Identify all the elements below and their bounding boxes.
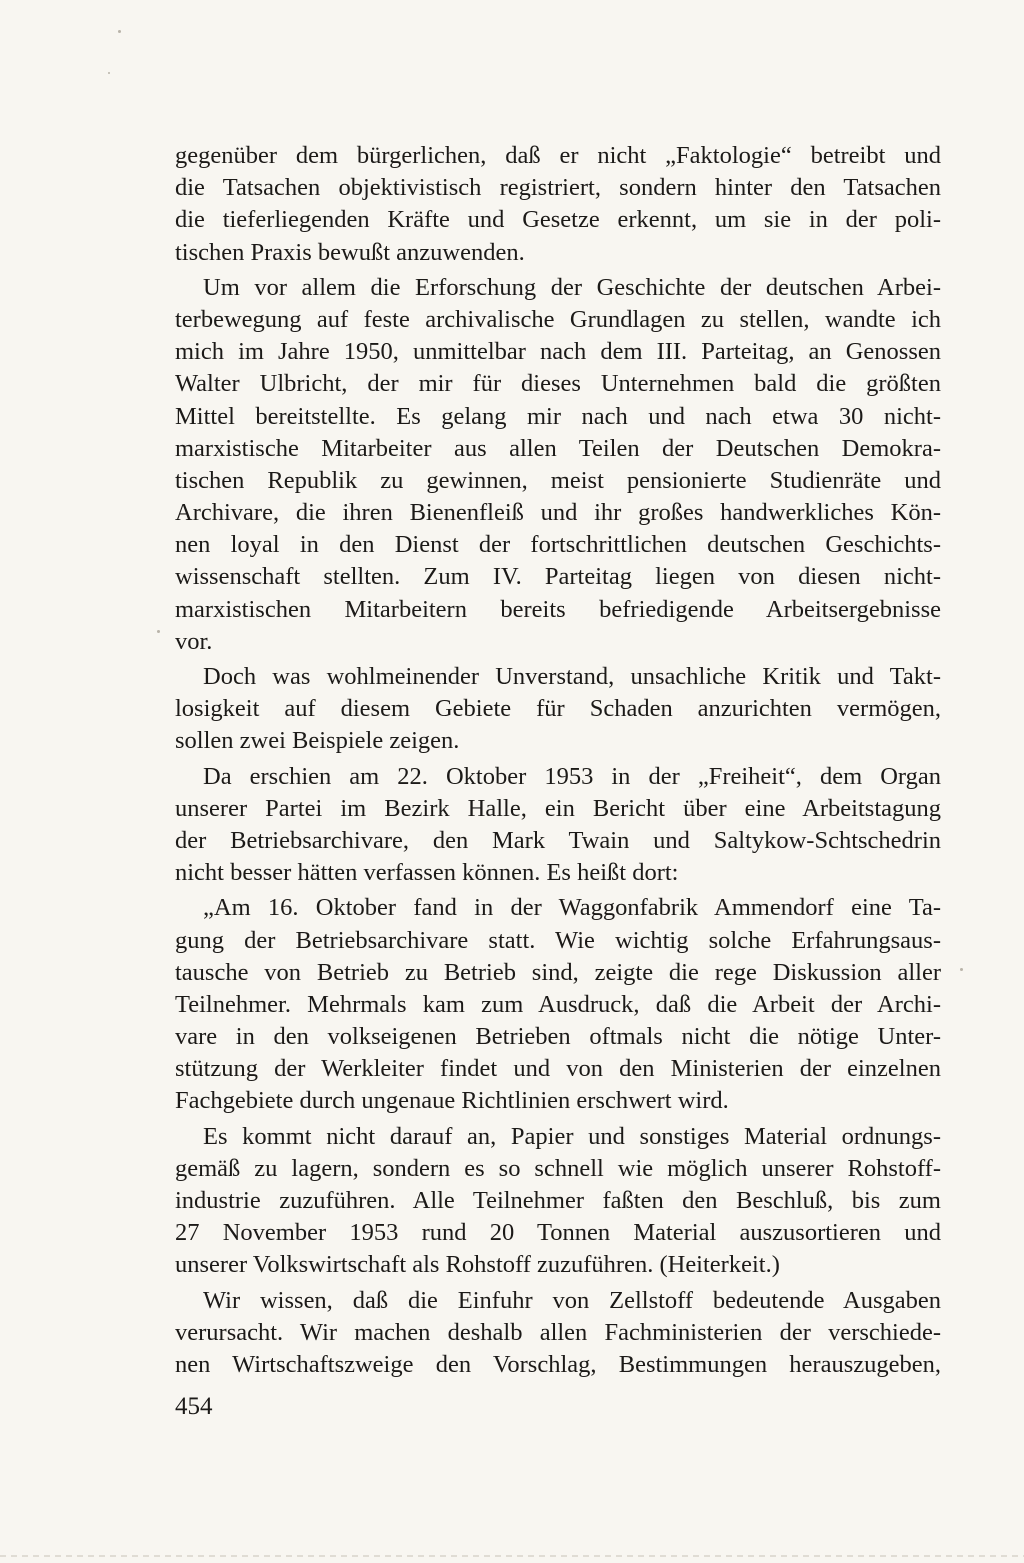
text-line: wissenschaft stellten. Zum IV. Parteitag liegen von diesen nicht- [175, 563, 941, 591]
text-line: Es kommt nicht darauf an, Papier und sonstiges Material ordnungs- [203, 1122, 941, 1150]
text-line: 27 November 1953 rund 20 Tonnen Material auszusortieren und [175, 1219, 941, 1247]
text-line: Fachgebiete durch ungenaue Richtlinien erschwert wird. [175, 1087, 729, 1115]
quotation [175, 892, 941, 1117]
text-line: terbewegung auf feste archivalische Grundlagen zu stellen, wandte ich [175, 305, 941, 333]
text-line: nen loyal in den Dienst der fortschrittlichen deutschen Geschichts- [175, 531, 941, 559]
text-line: Da erschien am 22. Oktober 1953 in der „Freiheit“, dem Organ [203, 762, 941, 790]
paragraph [175, 761, 941, 890]
text-line: unserer Volkswirtschaft als Rohstoff zuzuführen. (Heiterkeit.) [175, 1251, 780, 1279]
text-line: verursacht. Wir machen deshalb allen Fachministerien der verschiede- [175, 1318, 941, 1346]
text-line: gung der Betriebsarchivare statt. Wie wichtig solche Erfahrungsaus- [175, 926, 941, 954]
text-line: industrie zuzuführen. Alle Teilnehmer faßten den Beschluß, bis zum [175, 1187, 941, 1214]
text-line: „Am 16. Oktober fand in der Waggonfabrik Ammendorf eine Ta- [203, 894, 941, 922]
text-line: marxistische Mitarbeiter aus allen Teilen der Deutschen Demokra- [175, 434, 941, 462]
paper-speck [108, 72, 110, 74]
paragraph [175, 272, 941, 658]
text-line: gegenüber dem bürgerlichen, daß er nicht „Faktologie“ betreibt und [175, 142, 941, 169]
text-line: tischen Praxis bewußt anzuwenden. [175, 238, 525, 266]
text-line: marxistischen Mitarbeitern bereits befriedigende Arbeitsergebnisse [175, 595, 941, 623]
quotation [175, 1121, 941, 1282]
text-line: die Tatsachen objektivistisch registriert, sondern hinter den Tatsachen [175, 174, 941, 202]
text-line: losigkeit auf diesem Gebiete für Schaden anzurichten vermögen, [175, 695, 941, 723]
text-line: nicht besser hätten verfassen können. Es heißt dort: [175, 859, 679, 887]
text-line: unserer Partei im Bezirk Halle, ein Bericht über eine Arbeitstagung [175, 794, 941, 822]
text-line: Walter Ulbricht, der mir für dieses Unternehmen bald die größten [175, 370, 941, 398]
paper-speck [118, 30, 121, 33]
paper-speck [157, 630, 160, 633]
text-line: Teilnehmer. Mehrmals kam zum Ausdruck, daß die Arbeit der Archi- [175, 990, 941, 1018]
text-line: der Betriebsarchivare, den Mark Twain und Saltykow-Schtschedrin [175, 826, 941, 854]
text-line: Doch was wohlmeinender Unverstand, unsachliche Kritik und Takt- [203, 663, 941, 690]
body-text [175, 140, 941, 1381]
text-line: Archivare, die ihren Bienenfleiß und ihr großes handwerkliches Kön- [175, 499, 941, 527]
paragraph [175, 661, 941, 758]
text-line: stützung der Werkleiter findet und von den Ministerien der einzelnen [175, 1055, 941, 1083]
text-line: sollen zwei Beispiele zeigen. [175, 727, 460, 755]
text-line: die tieferliegenden Kräfte und Gesetze erkennt, um sie in der poli- [175, 206, 941, 234]
text-line: vor. [175, 627, 213, 655]
text-line: vare in den volkseigenen Betrieben oftmals nicht die nötige Unter- [175, 1023, 941, 1051]
text-line: Mittel bereitstellte. Es gelang mir nach und nach etwa 30 nicht- [175, 402, 941, 430]
text-line: Um vor allem die Erforschung der Geschichte der deutschen Arbei- [203, 273, 941, 301]
text-line: mich im Jahre 1950, unmittelbar nach dem III. Parteitag, an Genossen [175, 338, 941, 366]
text-line: gemäß zu lagern, sondern es so schnell wie möglich unserer Rohstoff- [175, 1154, 941, 1182]
text-line: nen Wirtschaftszweige den Vorschlag, Bestimmungen herauszugeben, [175, 1350, 941, 1378]
paper-speck [960, 968, 963, 971]
quotation [175, 1285, 941, 1382]
text-line: Wir wissen, daß die Einfuhr von Zellstoff bedeutende Ausgaben [203, 1286, 941, 1314]
text-line: tausche von Betrieb zu Betrieb sind, zeigte die rege Diskussion aller [175, 958, 941, 986]
text-line: tischen Republik zu gewinnen, meist pensionierte Studienräte und [175, 466, 941, 494]
page-number: 454 [175, 1393, 213, 1420]
paragraph [175, 140, 941, 269]
page-bottom-edge [0, 1555, 1024, 1557]
